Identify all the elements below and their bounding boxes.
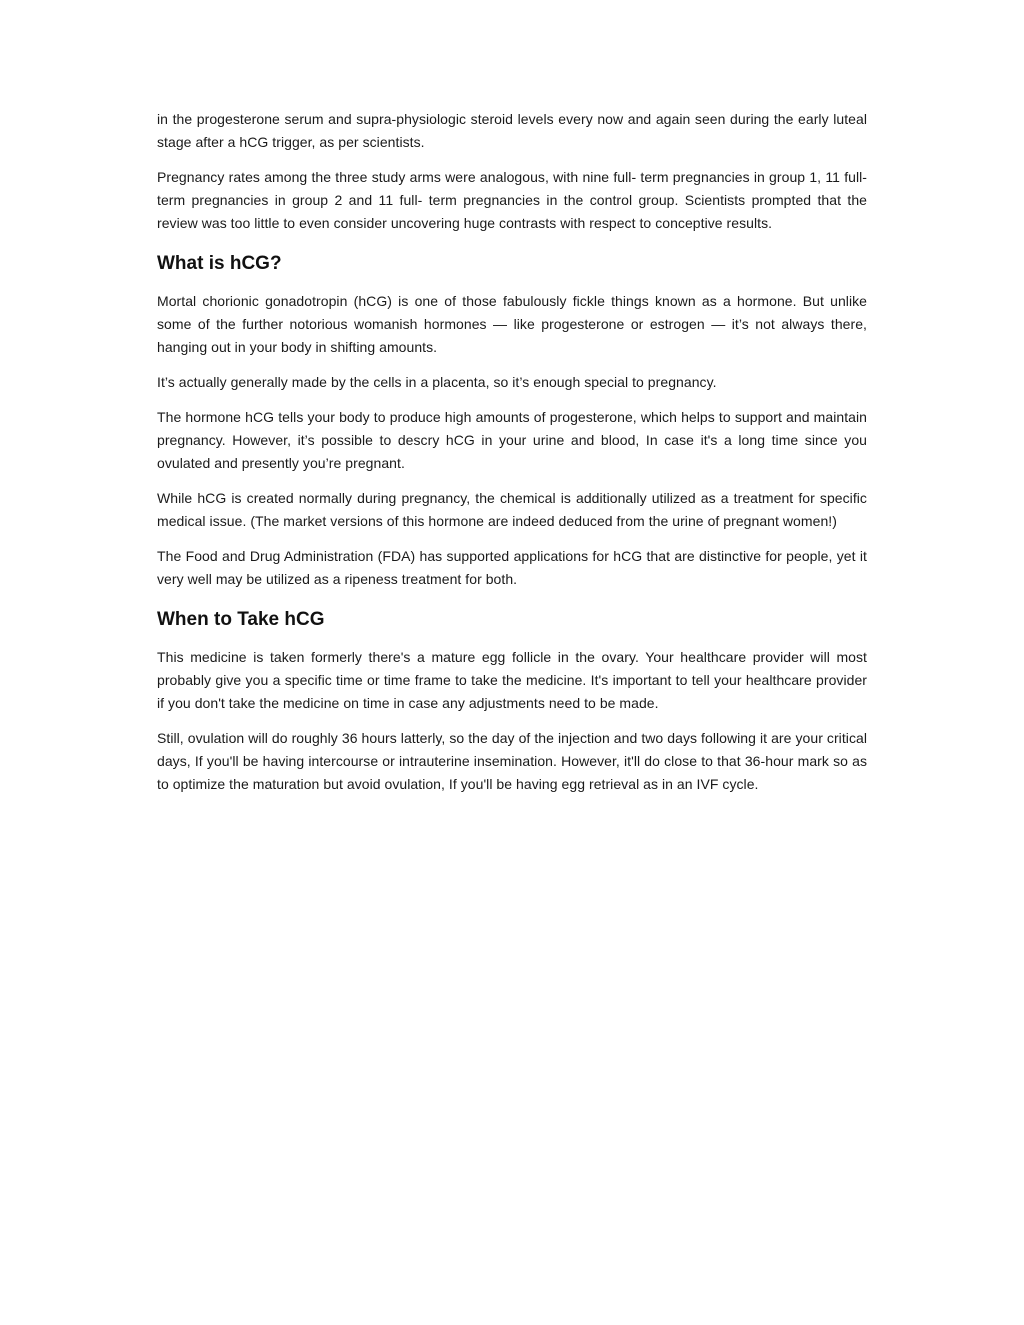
document-page bbox=[157, 108, 867, 808]
section2-paragraph-1: This medicine is taken formerly there's a mature egg follicle in the ovary. Your healthcare provider will most probably give you a specific time or time frame to take the medicine. It's important to tell your healthcare provider if you don't take the medicine on time in case any adjustments need to be made. bbox=[157, 649, 867, 711]
section1-paragraph-4: While hCG is created normally during pregnancy, the chemical is additionally utilized as a treatment for specific medical issue. (The market versions of this hormone are indeed deduced from the urine of pregnant women!) bbox=[157, 490, 867, 529]
section1-paragraph-3: The hormone hCG tells your body to produce high amounts of progesterone, which helps to support and maintain pregnancy. However, it’s possible to descry hCG in your urine and blood, In case it's a long time since you ovulated and presently you’re pregnant. bbox=[157, 409, 867, 471]
intro-paragraph-2: Pregnancy rates among the three study arms were analogous, with nine full- term pregnancies in group 1, 11 full- term pregnancies in group 2 and 11 full- term pregnancies in the control group. Scientists prompted that the review was too little to even consider uncovering huge contrasts with respect to conceptive results. bbox=[157, 169, 867, 231]
section1-paragraph-1: Mortal chorionic gonadotropin (hCG) is one of those fabulously fickle things known as a hormone. But unlike some of the further notorious womanish hormones — like progesterone or estrogen — it’s not always there, hanging out in your body in shifting amounts. bbox=[157, 293, 867, 355]
section1-paragraph-5: The Food and Drug Administration (FDA) has supported applications for hCG that are distinctive for people, yet it very well may be utilized as a ripeness treatment for both. bbox=[157, 548, 867, 587]
section-heading-when-to-take-hcg: When to Take hCG bbox=[157, 609, 325, 630]
section-heading-what-is-hcg: What is hCG? bbox=[157, 253, 282, 274]
section1-paragraph-2: It’s actually generally made by the cells in a placenta, so it’s enough special to pregnancy. bbox=[157, 374, 717, 390]
section2-paragraph-2: Still, ovulation will do roughly 36 hours latterly, so the day of the injection and two days following it are your critical days, If you'll be having intercourse or intrauterine insemination. However, it'll do close to that 36-hour mark so as to optimize the maturation but avoid ovulation, If you'll be having egg retrieval as in an IVF cycle. bbox=[157, 730, 867, 792]
intro-paragraph-1: in the progesterone serum and supra-physiologic steroid levels every now and again seen during the early luteal stage after a hCG trigger, as per scientists. bbox=[157, 111, 867, 150]
